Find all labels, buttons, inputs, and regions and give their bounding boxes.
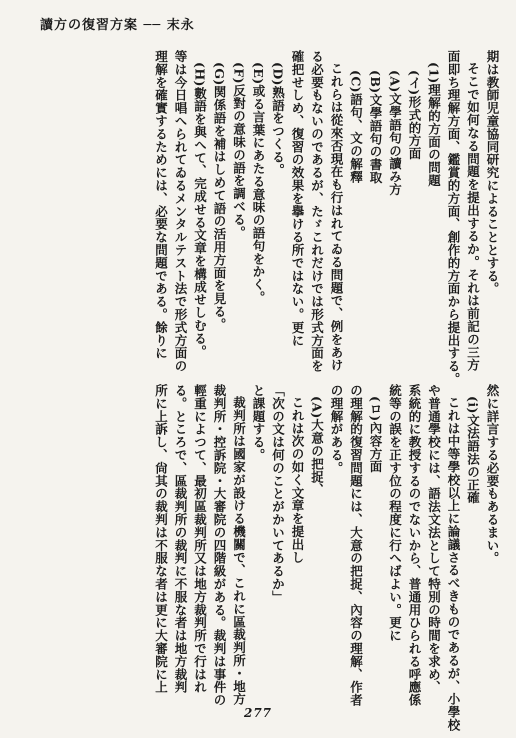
list-item: (A)文學語句の讀み方 <box>387 70 403 196</box>
text-line: そこで如何なる問題を提出するか。それは前記の三方 <box>465 62 481 372</box>
top-text-column <box>32 50 502 386</box>
text-line: 等は今日唱へられてゐるメンタルテスト法で形式方面の <box>173 50 188 373</box>
text-line: 裁判所・控訴院・大審院の四階級がある。裁判は事件の <box>212 384 227 707</box>
list-item: (D)熟語をつくる。 <box>270 62 286 177</box>
text-line: 統等の誤を正す位の程度に行へばよい。更に <box>387 384 403 642</box>
text-line: 理解を確實するためには、必要な問題である。餘りに <box>153 50 169 360</box>
list-item: (A)大意の把捉、 <box>309 396 325 497</box>
list-item: (F)反對の意味の語を調べる。 <box>231 62 247 239</box>
page-number: 277 <box>243 706 273 720</box>
text-line: の理解的復習問題には、大意の把捉、內容の理解、作者 <box>348 384 364 707</box>
text-line: 所に上訴し、尙其の裁判は不服な者は更に大審院に上 <box>153 384 169 694</box>
text-line: の理解がある。 <box>329 384 344 475</box>
text-line: と課題する。 <box>251 384 266 462</box>
text-line: 確把せしめ、復習の效果を擧ける所ではない。更に <box>290 50 305 347</box>
text-line: これは次の如く文章を提出し <box>290 396 305 564</box>
list-item: (G)関係語を補はしめて語の活用方面を見る。 <box>212 62 227 331</box>
list-item: (H)數語を與へて、完成せる文章を構成せしむる。 <box>192 62 208 358</box>
text-line: る必要もないのであるが、たゞこれだけでは形式方面を <box>309 50 325 373</box>
text-line: 期は教師児童協同研究によることとする。 <box>485 50 500 296</box>
text-line: る。ところで、區裁判所の裁判に不服な者は地方裁判 <box>173 384 188 694</box>
list-item: (C)語句、文の解釋 <box>348 70 364 184</box>
text-line: 系統的に教授するのでないから、普通用ひられる呼應係 <box>407 384 422 707</box>
subsection-heading: (ロ)內容方面 <box>368 396 383 474</box>
text-line: 裁判所は國家が設ける機關で、これに區裁判所・地方 <box>231 396 247 706</box>
subsection-heading: (イ)形式的方面 <box>407 70 422 161</box>
text-line: や普通學校には、語法文法として特別の時間を求め、 <box>426 384 442 694</box>
running-title: 讀方の復習方案 ── 末永 <box>40 18 195 33</box>
text-line: 然に詳言する必要もあるまい。 <box>485 384 500 565</box>
text-line: これらは從來否現在も行はれてゐる問題で、例をあけ <box>329 62 344 372</box>
text-line: これは中等學校以上に論議さるべきものであるが、小學校 <box>446 396 461 732</box>
quoted-prompt: 「次の文は何のことがかいてあるか」 <box>270 384 286 604</box>
list-item: (B)文學語句の書取 <box>368 70 383 184</box>
text-line: 面即ち理解方面、鑑賞的方面、創作的方面から提出する。 <box>446 50 461 386</box>
list-item: (E)或る言葉にあたる意味の語句をかく。 <box>251 62 266 304</box>
subsection-heading: (i)文法語法の正確 <box>465 396 481 505</box>
section-heading: (1)理解的方面の問題 <box>426 62 442 187</box>
text-line: 輕重によつて、最初區裁判所又は地方裁判所で行はれ <box>192 384 208 694</box>
